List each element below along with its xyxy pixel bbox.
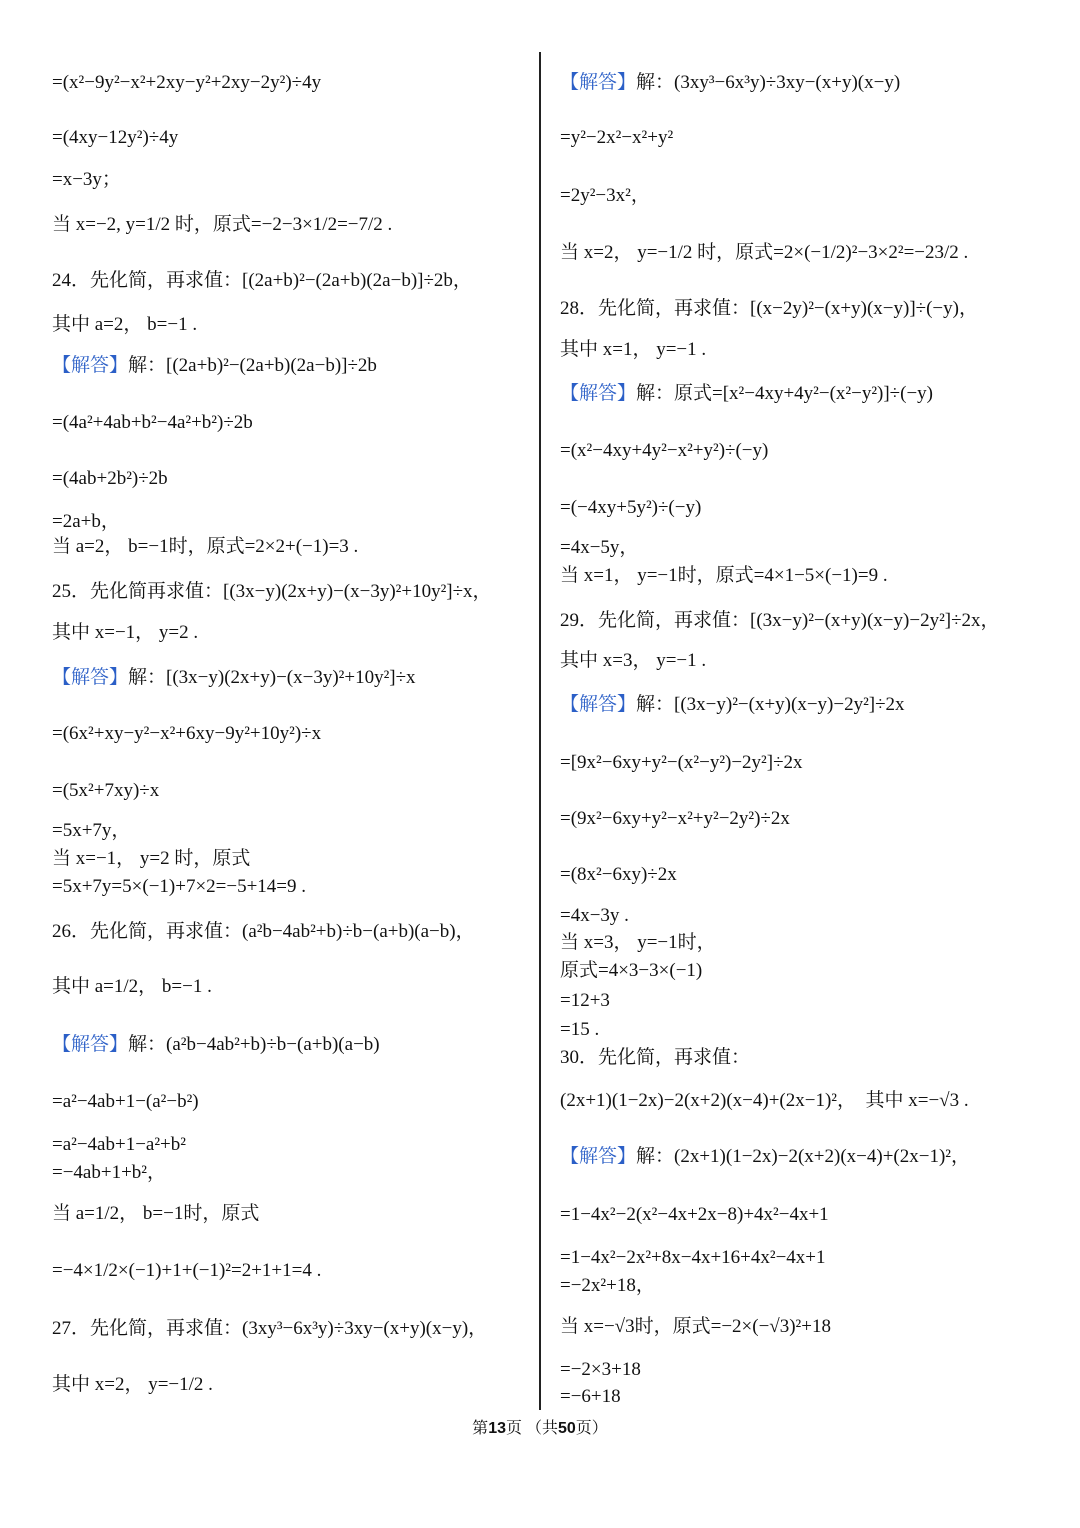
question-29: 29．先化简，再求值：[(3x−y)²−(x+y)(x−y)−2y²]÷2x，	[560, 610, 1000, 631]
equation-line: 当 a=1/2， b=−1时，原式	[52, 1203, 260, 1224]
question-condition: 其中 a=1/2， b=−1 .	[52, 976, 212, 997]
equation-line: =4x−3y .	[560, 905, 629, 926]
answer-tag: 【解答】	[52, 355, 129, 376]
equation-line: =(x²−9y²−x²+2xy−y²+2xy−2y²)÷4y	[52, 72, 322, 93]
equation-line: =(4ab+2b²)÷2b	[52, 468, 168, 489]
equation-line: =5x+7y=5×(−1)+7×2=−5+14=9 .	[52, 876, 307, 897]
equation-line: =−6+18	[560, 1386, 621, 1407]
question-27: 27．先化简，再求值：(3xy³−6x³y)÷3xy−(x+y)(x−y)，	[52, 1318, 488, 1339]
equation-line: =(8x²−6xy)÷2x	[560, 864, 677, 885]
answer-line: 【解答】解：(3xy³−6x³y)÷3xy−(x+y)(x−y)	[560, 72, 901, 93]
equation-line: =(x²−4xy+4y²−x²+y²)÷(−y)	[560, 440, 769, 461]
equation-line: 原式=4×3−3×(−1)	[560, 960, 703, 981]
equation-line: =1−4x²−2x²+8x−4x+16+4x²−4x+1	[560, 1247, 826, 1268]
question-28: 28．先化简，再求值：[(x−2y)²−(x+y)(x−y)]÷(−y)，	[560, 298, 978, 319]
column-divider	[539, 52, 541, 1410]
equation-line: =x−3y；	[52, 169, 121, 190]
equation-line: =(6x²+xy−y²−x²+6xy−9y²+10y²)÷x	[52, 723, 322, 744]
equation-line: =15 .	[560, 1019, 600, 1040]
page-footer: 第13页 （共50页）	[472, 1420, 608, 1437]
equation-line: =y²−2x²−x²+y²	[560, 127, 674, 148]
equation-line: =a²−4ab+1−a²+b²	[52, 1134, 186, 1155]
equation-line: =[9x²−6xy+y²−(x²−y²)−2y²]÷2x	[560, 752, 803, 773]
question-30: 30．先化简，再求值：	[560, 1047, 751, 1068]
equation-line: 当 x=2， y=−1/2 时，原式=2×(−1/2)²−3×2²=−23/2 .	[560, 242, 969, 263]
question-25: 25．先化简再求值：[(3x−y)(2x+y)−(x−3y)²+10y²]÷x，	[52, 581, 492, 602]
answer-line: 【解答】解：[(2a+b)²−(2a+b)(2a−b)]÷2b	[52, 355, 377, 376]
equation-line: 当 x=−1， y=2 时，原式	[52, 848, 251, 869]
page-number: 13	[488, 1420, 506, 1437]
equation-line: =5x+7y，	[52, 820, 131, 841]
equation-line: =−2×3+18	[560, 1359, 641, 1380]
question-26: 26．先化简，再求值：(a²b−4ab²+b)÷b−(a+b)(a−b)，	[52, 921, 475, 942]
page-total: 50	[558, 1420, 576, 1437]
equation-line: =(4xy−12y²)÷4y	[52, 127, 179, 148]
equation-line: =(9x²−6xy+y²−x²+y²−2y²)÷2x	[560, 808, 790, 829]
equation-line: =−2x²+18，	[560, 1275, 655, 1296]
answer-line: 【解答】解：[(3x−y)²−(x+y)(x−y)−2y²]÷2x	[560, 694, 905, 715]
answer-tag: 【解答】	[560, 72, 637, 93]
equation-line: 当 a=2， b=−1时，原式=2×2+(−1)=3 .	[52, 536, 359, 557]
answer-tag: 【解答】	[52, 667, 129, 688]
answer-tag: 【解答】	[560, 383, 637, 404]
equation-line: 当 x=−√3时，原式=−2×(−√3)²+18	[560, 1316, 831, 1337]
equation-line: =2y²−3x²，	[560, 185, 650, 206]
question-condition: 其中 x=3， y=−1 .	[560, 650, 707, 671]
equation-line: =a²−4ab+1−(a²−b²)	[52, 1091, 199, 1112]
answer-line: 【解答】解：(2x+1)(1−2x)−2(x+2)(x−4)+(2x−1)²，	[560, 1146, 970, 1167]
equation-line: =−4ab+1+b²，	[52, 1162, 166, 1183]
equation-line: =(4a²+4ab+b²−4a²+b²)÷2b	[52, 412, 253, 433]
answer-line: 【解答】解：原式=[x²−4xy+4y²−(x²−y²)]÷(−y)	[560, 383, 933, 404]
question-condition: (2x+1)(1−2x)−2(x+2)(x−4)+(2x−1)²， 其中 x=−√3 .	[560, 1090, 969, 1111]
equation-line: =(5x²+7xy)÷x	[52, 780, 160, 801]
equation-line: 当 x=1， y=−1时，原式=4×1−5×(−1)=9 .	[560, 565, 888, 586]
question-24: 24．先化简，再求值：[(2a+b)²−(2a+b)(2a−b)]÷2b，	[52, 270, 472, 291]
answer-line: 【解答】解：(a²b−4ab²+b)÷b−(a+b)(a−b)	[52, 1034, 380, 1055]
equation-line: =4x−5y，	[560, 537, 639, 558]
question-condition: 其中 a=2， b=−1 .	[52, 314, 198, 335]
equation-line: =12+3	[560, 990, 610, 1011]
answer-line: 【解答】解：[(3x−y)(2x+y)−(x−3y)²+10y²]÷x	[52, 667, 416, 688]
equation-line: 当 x=3， y=−1时，	[560, 932, 716, 953]
equation-line: =−4×1/2×(−1)+1+(−1)²=2+1+1=4 .	[52, 1260, 322, 1281]
equation-line: 当 x=−2, y=1/2 时，原式=−2−3×1/2=−7/2 .	[52, 214, 393, 235]
equation-line: =(−4xy+5y²)÷(−y)	[560, 497, 702, 518]
question-condition: 其中 x=2， y=−1/2 .	[52, 1374, 213, 1395]
equation-line: =1−4x²−2(x²−4x+2x−8)+4x²−4x+1	[560, 1204, 829, 1225]
equation-line: =2a+b，	[52, 511, 120, 532]
answer-tag: 【解答】	[560, 1146, 637, 1167]
answer-tag: 【解答】	[560, 694, 637, 715]
question-condition: 其中 x=1， y=−1 .	[560, 339, 707, 360]
answer-tag: 【解答】	[52, 1034, 129, 1055]
question-condition: 其中 x=−1， y=2 .	[52, 622, 199, 643]
